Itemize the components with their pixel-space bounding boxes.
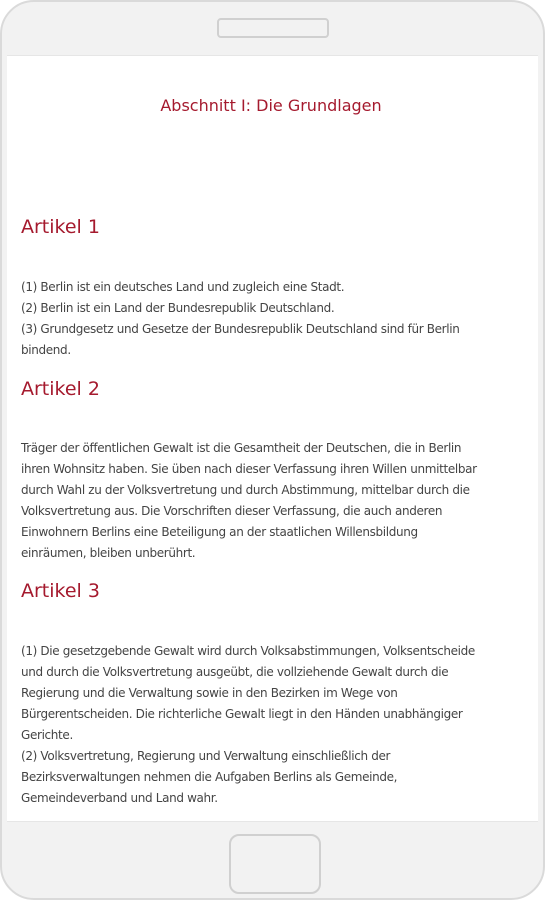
article-1-line: (2) Berlin ist ein Land der Bundesrepublik Deutschland.: [21, 301, 335, 315]
article-3-line: Gemeindeverband und Land wahr.: [21, 791, 218, 805]
article-2-line: ihren Wohnsitz haben. Sie üben nach dieser Verfassung ihren Willen unmittelbar: [21, 462, 477, 476]
article-3-line: Regierung und die Verwaltung sowie in den Bezirken im Wege von: [21, 686, 398, 700]
article-3-line: Bezirksverwaltungen nehmen die Aufgaben Berlins als Gemeinde,: [21, 770, 398, 784]
article-3-body: [21, 641, 521, 809]
speaker-grille: [217, 18, 329, 38]
article-1-heading: Artikel 1: [21, 216, 100, 238]
home-button[interactable]: [229, 834, 321, 894]
article-1-line: (1) Berlin ist ein deutsches Land und zugleich eine Stadt.: [21, 280, 345, 294]
article-3-line: (2) Volksvertretung, Regierung und Verwaltung einschließlich der: [21, 749, 391, 763]
article-3-heading: Artikel 3: [21, 580, 100, 602]
article-3-line: (1) Die gesetzgebende Gewalt wird durch Volksabstimmungen, Volksentscheide: [21, 644, 475, 658]
article-2-line: einräumen, bleiben unberührt.: [21, 546, 196, 560]
article-2-line: Träger der öffentlichen Gewalt ist die Gesamtheit der Deutschen, die in Berlin: [21, 441, 462, 455]
article-2-line: Volksvertretung aus. Die Vorschriften dieser Verfassung, die auch anderen: [21, 504, 443, 518]
article-2-line: Einwohnern Berlins eine Beteiligung an der staatlichen Willensbildung: [21, 525, 418, 539]
article-3-line: und durch die Volksvertretung ausgeübt, die vollziehende Gewalt durch die: [21, 665, 449, 679]
article-2-heading: Artikel 2: [21, 378, 100, 400]
article-1-body: [21, 277, 521, 361]
article-1-line: bindend.: [21, 343, 71, 357]
article-1-line: (3) Grundgesetz und Gesetze der Bundesrepublik Deutschland sind für Berlin: [21, 322, 460, 336]
screen[interactable]: [7, 55, 538, 822]
section-title: Abschnitt I: Die Grundlagen: [160, 96, 382, 115]
article-2-line: durch Wahl zu der Volksvertretung und durch Abstimmung, mittelbar durch die: [21, 483, 470, 497]
article-3-line: Gerichte.: [21, 728, 73, 742]
article-2-body: [21, 438, 521, 564]
article-3-line: Bürgerentscheiden. Die richterliche Gewalt liegt in den Händen unabhängiger: [21, 707, 463, 721]
